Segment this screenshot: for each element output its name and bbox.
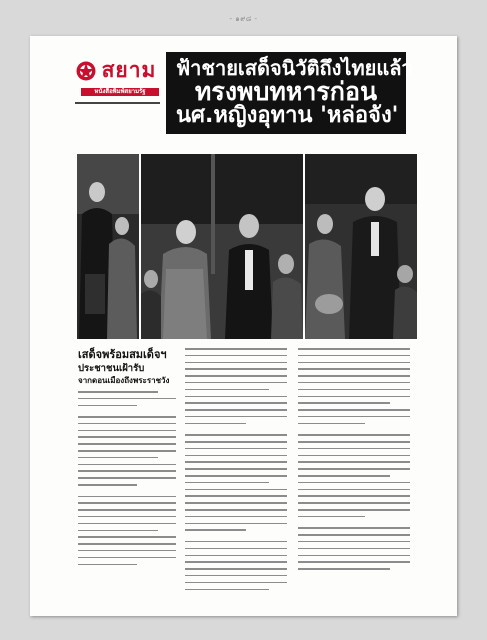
headline-line-2: ทรงพบทหารก่อน: [194, 77, 378, 106]
article-column-2: [185, 348, 287, 595]
masthead: [75, 54, 160, 124]
body-text-lines: [185, 348, 287, 590]
logo-tagline: หนังสือพิมพ์สยามรัฐ: [81, 88, 159, 96]
body-text-lines: [298, 348, 410, 570]
subhead-line-2: ประชาชนเฝ้ารับ: [78, 363, 145, 374]
issue-line: [75, 100, 160, 104]
subhead-line-1: เสด็จพร้อมสมเด็จฯ: [78, 348, 167, 361]
photo-strip: [77, 154, 417, 339]
subhead-line-3: จากดอนเมืองถึงพระราชวัง: [78, 376, 170, 385]
article-column-1: [78, 348, 176, 570]
newspaper-page: [30, 36, 457, 616]
headline-line-3: นศ.หญิงอุทาน 'หล่อจัง': [176, 103, 399, 128]
article-column-3: [298, 348, 410, 575]
logo-wordmark: สยาม: [101, 58, 157, 82]
headline-line-1: ฟ้าชายเสด็จนิวัติถึงไทยแล้ว: [176, 56, 413, 80]
running-head: - ๑๙๘ -: [229, 15, 258, 23]
body-text-lines: [78, 391, 176, 565]
photo-1: [77, 154, 139, 339]
headline-block: [166, 52, 413, 134]
photo-2: [141, 154, 303, 339]
photo-3: [305, 154, 417, 339]
